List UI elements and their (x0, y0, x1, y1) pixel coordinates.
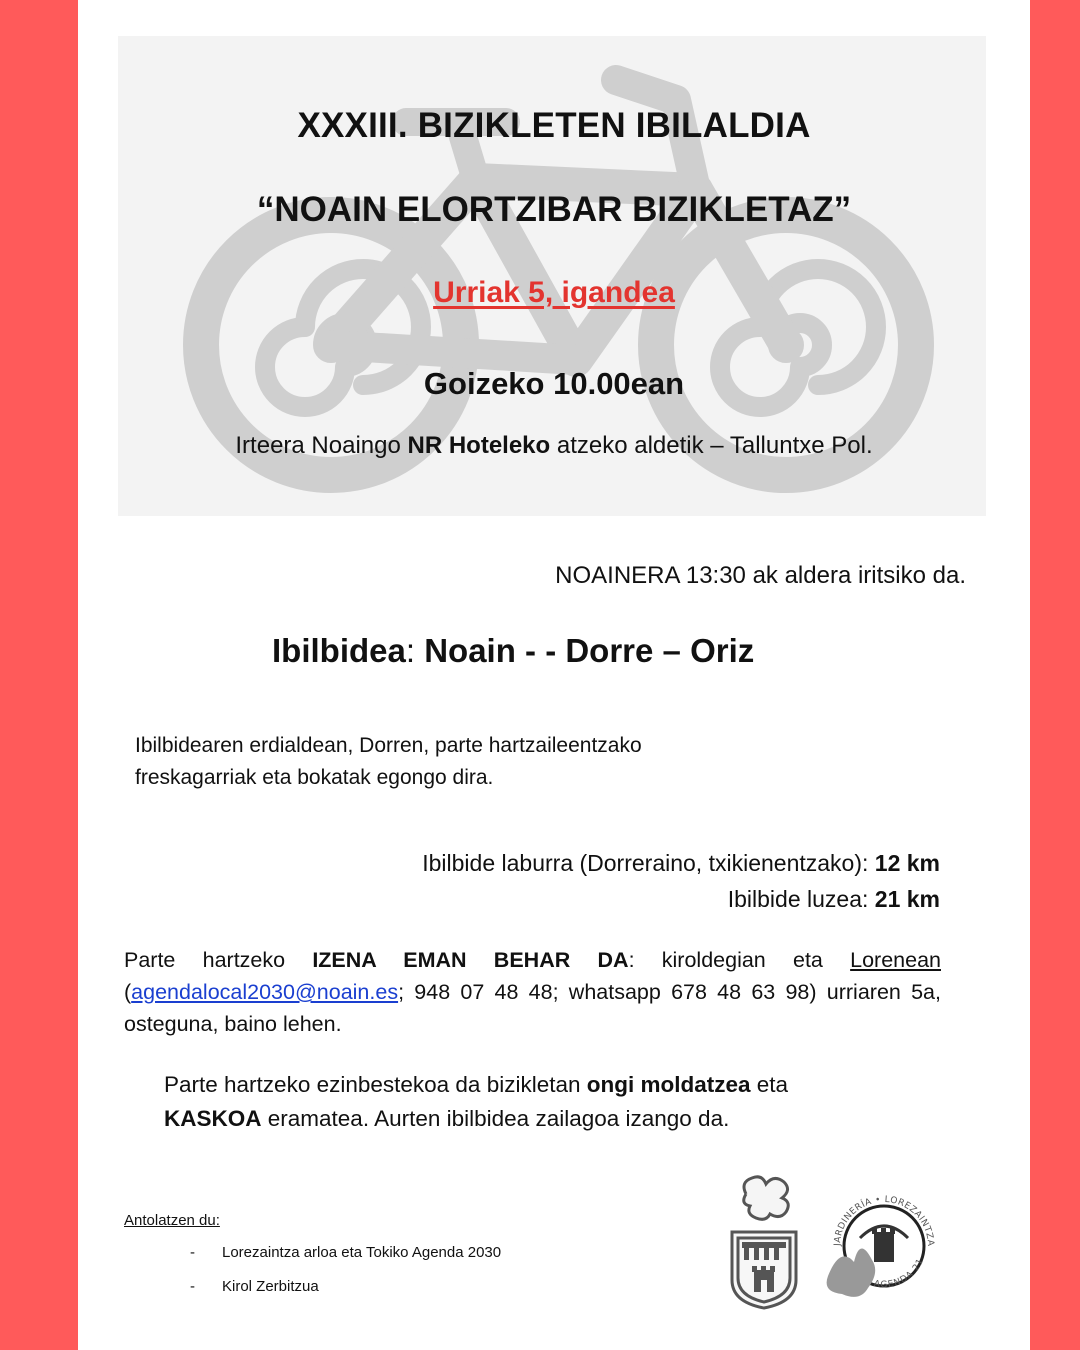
organizer-text: Kirol Zerbitzua (222, 1278, 319, 1295)
long-route-value: 21 km (874, 886, 940, 912)
short-route-value: 12 km (874, 850, 940, 876)
route-path: Noain - - Dorre – Oriz (424, 632, 755, 669)
start-hotel: NR Hoteleko (407, 432, 551, 459)
distances (422, 845, 940, 917)
registration-prefix: Parte hartzeko (124, 948, 313, 972)
registration-paren: ( (124, 980, 132, 1004)
registration-rest: ; 948 07 48 48; whatsapp 678 48 63 98) urriaren 5a, osteguna, baino lehen. (124, 980, 941, 1036)
event-title: XXXIII. BIZIKLETEN IBILALDIA (297, 106, 811, 145)
registration-place: Lorenean (850, 948, 941, 972)
requirement-line-2 (164, 1102, 924, 1136)
bullet-dash: - (190, 1278, 195, 1295)
lorezaintza-agenda21-logo (820, 1176, 944, 1316)
requirement-bold-1: ongi moldatzea (586, 1072, 751, 1097)
start-suffix: atzeko aldetik – Talluntxe Pol. (550, 432, 873, 459)
event-time: Goizeko 10.00ean (423, 366, 685, 401)
route-label: Ibilbidea (272, 632, 406, 669)
refreshments-text (135, 730, 775, 794)
short-route (422, 845, 940, 881)
requirement-text (164, 1068, 924, 1136)
organizer-text: Lorezaintza arloa eta Tokiko Agenda 2030 (222, 1244, 502, 1261)
requirement-part-1: Parte hartzeko ezinbestekoa da bizikletan (164, 1072, 587, 1097)
organizers-heading: Antolatzen du: (124, 1212, 220, 1229)
requirement-part-2: eta (750, 1072, 789, 1097)
refreshments-line-2: freskagarriak eta bokatak egongo dira. (135, 766, 494, 789)
requirement-bold-2: KASKOA (164, 1106, 262, 1131)
requirement-line-1 (164, 1068, 924, 1102)
registration-text (124, 944, 941, 1040)
start-prefix: Irteera Noaingo (235, 432, 408, 459)
short-route-label: Ibilbide laburra (Dorreraino, txikienentzako): (422, 850, 875, 876)
registration-bold: IZENA EMAN BEHAR DA (312, 948, 629, 972)
refreshments-line-1: Ibilbidearen erdialdean, Dorren, parte hartzaileentzako (135, 734, 642, 757)
route-line (272, 632, 754, 670)
badge-bottom-text: AGENDA 21 (873, 1256, 927, 1291)
event-date: Urriak 5, igandea (433, 276, 675, 309)
badge-top-text: JARDINERÍA • LOREZAINTZA (832, 1194, 936, 1247)
route-colon: : (405, 632, 425, 669)
arrival-time: NOAINERA 13:30 ak aldera iritsiko da. (555, 562, 966, 589)
registration-email-link[interactable]: agendalocal2030@noain.es (131, 980, 399, 1004)
long-route (422, 881, 940, 917)
bullet-dash: - (190, 1244, 195, 1261)
poster-sheet (78, 0, 1030, 1350)
event-subtitle: “NOAIN ELORTZIBAR BIZIKLETAZ” (256, 190, 852, 229)
noain-coat-of-arms-logo (726, 1172, 802, 1312)
start-location (78, 432, 1030, 460)
long-route-label: Ibilbide luzea: (727, 886, 875, 912)
registration-mid: : kiroldegian eta (628, 948, 851, 972)
requirement-part-3: eramatea. Aurten ibilbidea zailagoa izango da. (261, 1106, 730, 1131)
